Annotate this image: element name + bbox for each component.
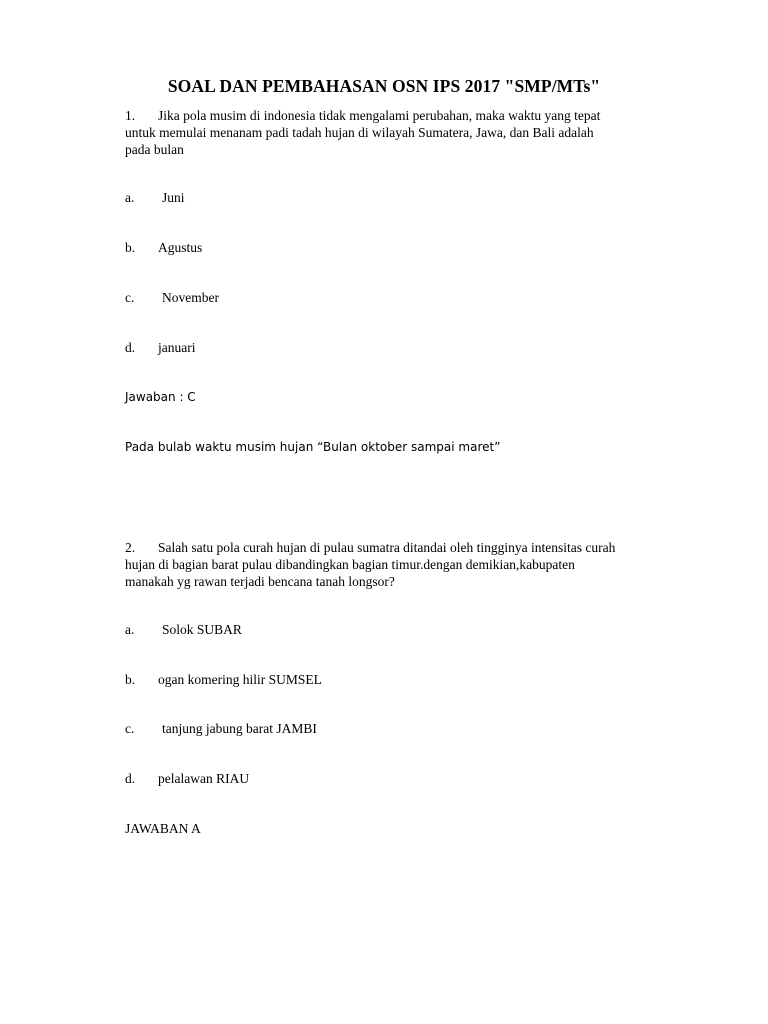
q1-option-c-text: November [162,290,219,305]
q2-option-b-text: ogan komering hilir SUMSEL [158,672,322,687]
q1-option-c-letter: c. [125,290,135,305]
q2-option-a-letter: a. [125,622,135,637]
q1-option-b-letter: b. [125,240,136,255]
page-title: SOAL DAN PEMBAHASAN OSN IPS 2017 "SMP/MTs" [167,76,601,96]
question-1-line-3: pada bulan [125,142,184,157]
q2-option-a-text: Solok SUBAR [162,622,242,637]
question-1-number: 1. [125,108,136,123]
q1-option-d-text: januari [158,340,196,355]
q1-option-a-letter: a. [125,190,135,205]
q1-option-d-letter: d. [125,340,136,355]
question-2-line-3: manakah yg rawan terjadi bencana tanah longsor? [125,574,395,589]
q2-option-d-letter: d. [125,771,136,786]
question-2-number: 2. [125,540,136,555]
q2-answer: JAWABAN A [125,821,201,836]
q2-option-d-text: pelalawan RIAU [158,771,250,786]
q1-answer: Jawaban : C [125,390,196,404]
q2-option-c-text: tanjung jabung barat JAMBI [162,721,317,736]
question-2-line-1: Salah satu pola curah hujan di pulau sumatra ditandai oleh tingginya intensitas curah [158,540,616,555]
question-1-line-1: Jika pola musim di indonesia tidak mengalami perubahan, maka waktu yang tepat [158,108,601,123]
question-2-line-2: hujan di bagian barat pulau dibandingkan bagian timur.dengan demikian,kabupaten [125,557,575,572]
q1-option-a-text: Juni [162,190,185,205]
q1-explanation: Pada bulab waktu musim hujan “Bulan oktober sampai maret” [125,440,501,454]
q2-option-b-letter: b. [125,672,136,687]
question-1-line-2: untuk memulai menanam padi tadah hujan di wilayah Sumatera, Jawa, dan Bali adalah [125,125,594,140]
q2-option-c-letter: c. [125,721,135,736]
q1-option-b-text: Agustus [158,240,203,255]
